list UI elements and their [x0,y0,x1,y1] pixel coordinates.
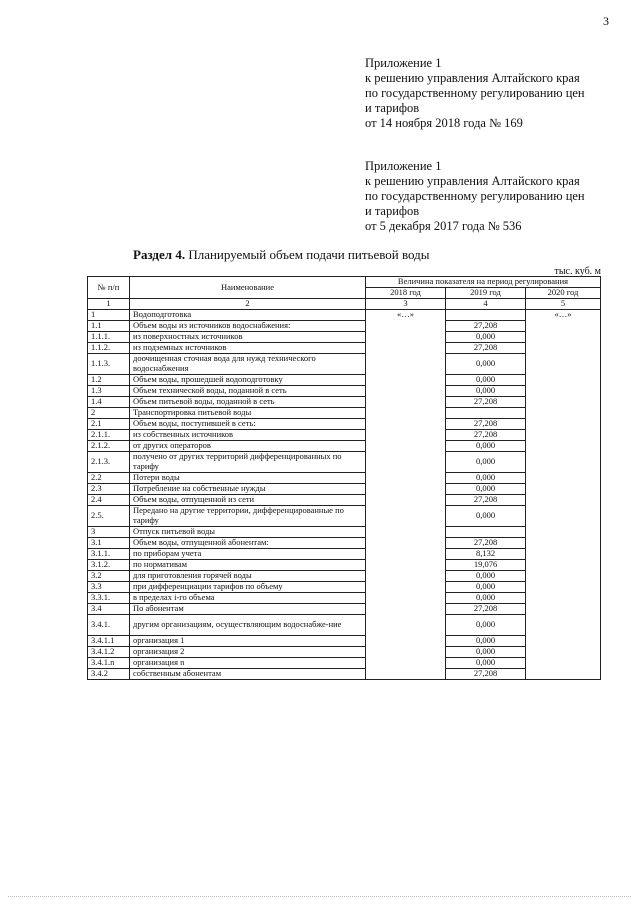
table-row [88,570,601,581]
value-2019: 27,208 [446,342,526,353]
row-number: 2.1.2. [88,440,130,451]
table-row [88,320,601,331]
row-name: Объем воды, отпущенной из сети [130,494,366,505]
header-name: Наименование [130,277,366,299]
value-2019 [446,526,526,537]
value-2019: 0,000 [446,451,526,472]
value-2019: 27,208 [446,603,526,614]
row-number: 2.5. [88,505,130,526]
value-2019: 0,000 [446,440,526,451]
row-number: 1.1.1. [88,331,130,342]
value-2019: 0,000 [446,614,526,635]
header-2018: 2018 год [366,288,446,299]
table-row [88,592,601,603]
row-name: Транспортировка питьевой воды [130,407,366,418]
water-volume-table [87,276,601,680]
row-name: другим организациям, осуществляющим водоснабже-ние [130,614,366,635]
row-name: из собственных источников [130,429,366,440]
section-title [133,247,430,263]
appendix-line: и тарифов [365,204,420,218]
row-number: 1.2 [88,374,130,385]
table-row [88,353,601,374]
table-row [88,668,601,679]
table-row [88,396,601,407]
row-number: 2.2 [88,472,130,483]
table-row [88,385,601,396]
row-number: 2.3 [88,483,130,494]
table-row [88,494,601,505]
row-name: в пределах i-го объема [130,592,366,603]
table-row [88,505,601,526]
row-name: Объем технической воды, поданной в сеть [130,385,366,396]
appendix-new-header [365,56,585,131]
value-2019: 0,000 [446,353,526,374]
appendix-line: от 5 декабря 2017 года № 536 [365,219,522,233]
appendix-line: по государственному регулированию цен [365,189,585,203]
appendix-line: к решению управления Алтайского края [365,71,580,85]
table-row [88,635,601,646]
row-name: из поверхностных источников [130,331,366,342]
value-2019: 0,000 [446,331,526,342]
col-number: 4 [446,299,526,310]
table-row [88,581,601,592]
page-bottom-divider [8,896,631,897]
table-row [88,472,601,483]
row-number: 2.1.3. [88,451,130,472]
appendix-line: по государственному регулированию цен [365,86,585,100]
row-name: организация 1 [130,635,366,646]
table-row [88,526,601,537]
section-number: Раздел 4. [133,247,186,262]
row-number: 3.4.1.n [88,657,130,668]
table-row [88,440,601,451]
units-label: тыс. куб. м [554,266,601,277]
row-number: 2 [88,407,130,418]
row-number: 3.4.2 [88,668,130,679]
row-number: 3 [88,526,130,537]
table-row [88,603,601,614]
row-number: 3.3 [88,581,130,592]
row-number: 1 [88,309,130,320]
table-row [88,559,601,570]
value-2019: 27,208 [446,396,526,407]
value-2019: 0,000 [446,385,526,396]
table-row [88,418,601,429]
row-number: 3.4.1.2 [88,646,130,657]
header-num: № п/п [88,277,130,299]
table-row [88,407,601,418]
row-number: 3.2 [88,570,130,581]
col-number: 3 [366,299,446,310]
value-2020: «…» [526,309,601,679]
value-2019: 27,208 [446,320,526,331]
row-name: по нормативам [130,559,366,570]
col-number: 5 [526,299,601,310]
col-number: 2 [130,299,366,310]
value-2019: 0,000 [446,592,526,603]
col-number: 1 [88,299,130,310]
row-number: 2.1.1. [88,429,130,440]
row-name: организация n [130,657,366,668]
row-number: 1.1.2. [88,342,130,353]
row-number: 1.4 [88,396,130,407]
row-number: 3.4.1.1 [88,635,130,646]
row-number: 2.4 [88,494,130,505]
value-2019: 0,000 [446,472,526,483]
value-2018: «…» [366,309,446,679]
row-name: Потери воды [130,472,366,483]
table-row [88,451,601,472]
row-number: 1.3 [88,385,130,396]
row-name: Объем воды из источников водоснабжения: [130,320,366,331]
row-name: собственным абонентам [130,668,366,679]
row-name: из подземных источников [130,342,366,353]
appendix-line: от 14 ноября 2018 года № 169 [365,116,523,130]
row-name: Объем воды, прошедшей водоподготовку [130,374,366,385]
row-name: от других операторов [130,440,366,451]
table-row [88,331,601,342]
value-2019 [446,407,526,418]
value-2019: 0,000 [446,646,526,657]
row-number: 3.1.1. [88,548,130,559]
table-row [88,374,601,385]
page-number: 3 [603,14,609,28]
section-name: Планируемый объем подачи питьевой воды [188,247,430,262]
row-name: для приготовления горячей воды [130,570,366,581]
row-name: по приборам учета [130,548,366,559]
value-2019: 0,000 [446,374,526,385]
row-name: Отпуск питьевой воды [130,526,366,537]
value-2019: 27,208 [446,494,526,505]
row-number: 3.3.1. [88,592,130,603]
value-2019: 27,208 [446,668,526,679]
value-2019: 0,000 [446,505,526,526]
table-row [88,646,601,657]
row-number: 2.1 [88,418,130,429]
table-row [88,537,601,548]
table-row [88,548,601,559]
table-row [88,483,601,494]
table-row [88,342,601,353]
value-2019: 0,000 [446,657,526,668]
row-name: По абонентам [130,603,366,614]
row-number: 3.1 [88,537,130,548]
appendix-line: к решению управления Алтайского края [365,174,580,188]
row-name: при дифференциации тарифов по объему [130,581,366,592]
value-2019: 0,000 [446,581,526,592]
value-2019: 8,132 [446,548,526,559]
row-number: 3.4.1. [88,614,130,635]
value-2019: 19,076 [446,559,526,570]
table-row [88,429,601,440]
value-2019: 27,208 [446,537,526,548]
table-row [88,614,601,635]
row-name: Объем воды, поступившей в сеть: [130,418,366,429]
value-2019: 27,208 [446,429,526,440]
header-2019: 2019 год [446,288,526,299]
row-name: Водоподготовка [130,309,366,320]
value-2019: 0,000 [446,635,526,646]
value-2019: 0,000 [446,483,526,494]
value-2019 [446,309,526,320]
row-name: Потребление на собственные нужды [130,483,366,494]
row-number: 3.1.2. [88,559,130,570]
table-body [88,309,601,679]
appendix-line: и тарифов [365,101,420,115]
row-name: Объем питьевой воды, поданной в сеть [130,396,366,407]
row-number: 1.1.3. [88,353,130,374]
table-row [88,657,601,668]
appendix-line: Приложение 1 [365,56,442,70]
value-2019: 0,000 [446,570,526,581]
row-name: Объем воды, отпущенной абонентам: [130,537,366,548]
header-period: Величина показателя на период регулирования [366,277,601,288]
row-name: доочищенная сточная вода для нужд технического водоснабжения [130,353,366,374]
row-name: Передано на другие территории, дифференцированные по тарифу [130,505,366,526]
appendix-old-header [365,159,585,234]
value-2019: 27,208 [446,418,526,429]
appendix-line: Приложение 1 [365,159,442,173]
header-2020: 2020 год [526,288,601,299]
row-name: получено от других территорий дифференцированных по тарифу [130,451,366,472]
row-number: 3.4 [88,603,130,614]
row-name: организация 2 [130,646,366,657]
row-number: 1.1 [88,320,130,331]
table-row [88,309,601,320]
